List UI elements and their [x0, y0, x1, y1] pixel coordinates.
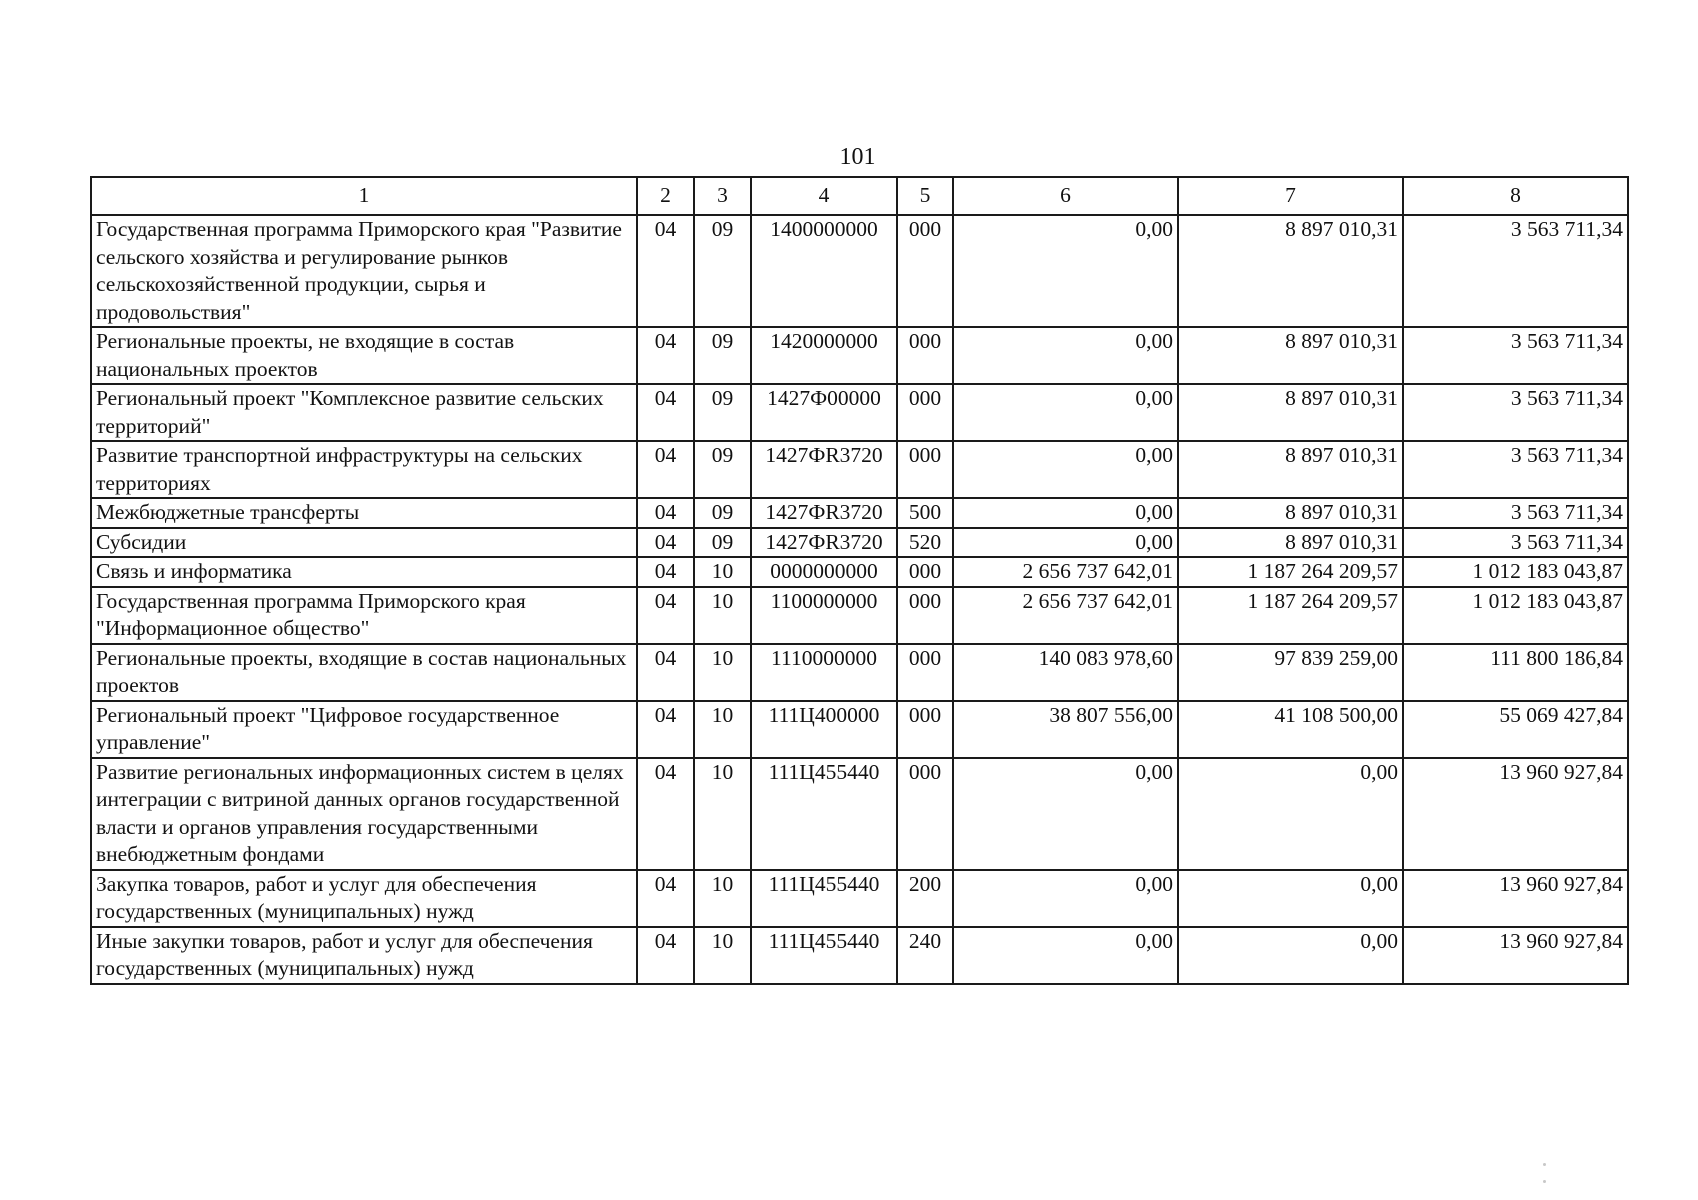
amount-col8: 1 012 183 043,87 — [1403, 557, 1628, 587]
amount-col8: 3 563 711,34 — [1403, 528, 1628, 558]
amount-col6: 0,00 — [953, 327, 1178, 384]
section-code: 04 — [637, 441, 694, 498]
target-article-code: 1400000000 — [751, 215, 897, 327]
table-row — [91, 870, 1628, 927]
section-code: 04 — [637, 870, 694, 927]
subsection-code: 10 — [694, 557, 751, 587]
section-code: 04 — [637, 384, 694, 441]
target-article-code: 111Ц400000 — [751, 701, 897, 758]
section-code: 04 — [637, 528, 694, 558]
row-name: Иные закупки товаров, работ и услуг для обеспечения государственных (муниципальных) нужд — [91, 927, 637, 984]
column-header: 1 — [91, 177, 637, 215]
amount-col7: 1 187 264 209,57 — [1178, 587, 1403, 644]
section-code: 04 — [637, 701, 694, 758]
expense-type-code: 500 — [897, 498, 953, 528]
amount-col7: 97 839 259,00 — [1178, 644, 1403, 701]
amount-col8: 111 800 186,84 — [1403, 644, 1628, 701]
amount-col7: 8 897 010,31 — [1178, 441, 1403, 498]
target-article-code: 1110000000 — [751, 644, 897, 701]
row-name: Межбюджетные трансферты — [91, 498, 637, 528]
table-row — [91, 384, 1628, 441]
scan-speck — [1543, 1163, 1546, 1166]
expense-type-code: 000 — [897, 701, 953, 758]
target-article-code: 111Ц455440 — [751, 758, 897, 870]
section-code: 04 — [637, 758, 694, 870]
scan-speck — [1543, 1180, 1546, 1183]
table-row — [91, 441, 1628, 498]
amount-col7: 0,00 — [1178, 870, 1403, 927]
column-header: 3 — [694, 177, 751, 215]
subsection-code: 10 — [694, 870, 751, 927]
amount-col8: 13 960 927,84 — [1403, 758, 1628, 870]
amount-col7: 41 108 500,00 — [1178, 701, 1403, 758]
row-name: Региональный проект "Цифровое государственное управление" — [91, 701, 637, 758]
amount-col8: 1 012 183 043,87 — [1403, 587, 1628, 644]
expense-type-code: 520 — [897, 528, 953, 558]
section-code: 04 — [637, 215, 694, 327]
row-name: Региональный проект "Комплексное развитие сельских территорий" — [91, 384, 637, 441]
table-row — [91, 557, 1628, 587]
subsection-code: 10 — [694, 701, 751, 758]
subsection-code: 10 — [694, 644, 751, 701]
column-header: 2 — [637, 177, 694, 215]
subsection-code: 10 — [694, 927, 751, 984]
expense-type-code: 000 — [897, 587, 953, 644]
table-row — [91, 498, 1628, 528]
expense-type-code: 000 — [897, 557, 953, 587]
row-name: Закупка товаров, работ и услуг для обеспечения государственных (муниципальных) нужд — [91, 870, 637, 927]
table-row — [91, 587, 1628, 644]
table-row — [91, 927, 1628, 984]
section-code: 04 — [637, 498, 694, 528]
subsection-code: 09 — [694, 441, 751, 498]
amount-col6: 0,00 — [953, 927, 1178, 984]
amount-col7: 1 187 264 209,57 — [1178, 557, 1403, 587]
amount-col7: 0,00 — [1178, 927, 1403, 984]
amount-col8: 55 069 427,84 — [1403, 701, 1628, 758]
target-article-code: 0000000000 — [751, 557, 897, 587]
amount-col8: 3 563 711,34 — [1403, 441, 1628, 498]
target-article-code: 1427ФR3720 — [751, 441, 897, 498]
subsection-code: 09 — [694, 327, 751, 384]
subsection-code: 10 — [694, 758, 751, 870]
target-article-code: 1427ФR3720 — [751, 498, 897, 528]
column-header: 5 — [897, 177, 953, 215]
amount-col8: 13 960 927,84 — [1403, 927, 1628, 984]
subsection-code: 10 — [694, 587, 751, 644]
table-row — [91, 644, 1628, 701]
column-header: 8 — [1403, 177, 1628, 215]
amount-col7: 8 897 010,31 — [1178, 498, 1403, 528]
amount-col6: 140 083 978,60 — [953, 644, 1178, 701]
amount-col6: 38 807 556,00 — [953, 701, 1178, 758]
amount-col6: 0,00 — [953, 215, 1178, 327]
table-row — [91, 528, 1628, 558]
amount-col6: 0,00 — [953, 384, 1178, 441]
amount-col6: 0,00 — [953, 870, 1178, 927]
page-number: 101 — [839, 144, 876, 170]
table-row — [91, 758, 1628, 870]
row-name: Развитие региональных информационных систем в целях интеграции с витриной данных органов государственной власти и органов управления государственными внебюджетным фондами — [91, 758, 637, 870]
header-row — [91, 177, 1628, 215]
column-header: 4 — [751, 177, 897, 215]
budget-table — [90, 176, 1629, 985]
subsection-code: 09 — [694, 498, 751, 528]
expense-type-code: 000 — [897, 441, 953, 498]
section-code: 04 — [637, 927, 694, 984]
amount-col7: 8 897 010,31 — [1178, 327, 1403, 384]
target-article-code: 1427ФR3720 — [751, 528, 897, 558]
row-name: Государственная программа Приморского края "Информационное общество" — [91, 587, 637, 644]
expense-type-code: 240 — [897, 927, 953, 984]
expense-type-code: 000 — [897, 644, 953, 701]
amount-col8: 3 563 711,34 — [1403, 384, 1628, 441]
amount-col6: 0,00 — [953, 441, 1178, 498]
column-header: 6 — [953, 177, 1178, 215]
amount-col7: 8 897 010,31 — [1178, 528, 1403, 558]
row-name: Развитие транспортной инфраструктуры на сельских территориях — [91, 441, 637, 498]
amount-col7: 0,00 — [1178, 758, 1403, 870]
section-code: 04 — [637, 644, 694, 701]
expense-type-code: 000 — [897, 758, 953, 870]
table-row — [91, 327, 1628, 384]
amount-col6: 2 656 737 642,01 — [953, 557, 1178, 587]
row-name: Региональные проекты, не входящие в состав национальных проектов — [91, 327, 637, 384]
subsection-code: 09 — [694, 384, 751, 441]
row-name: Государственная программа Приморского края "Развитие сельского хозяйства и регулирование рынков сельскохозяйственной продукции, сырья и продовольствия" — [91, 215, 637, 327]
table-body — [91, 215, 1628, 984]
column-header: 7 — [1178, 177, 1403, 215]
target-article-code: 1420000000 — [751, 327, 897, 384]
expense-type-code: 000 — [897, 215, 953, 327]
amount-col7: 8 897 010,31 — [1178, 384, 1403, 441]
expense-type-code: 000 — [897, 327, 953, 384]
expense-type-code: 200 — [897, 870, 953, 927]
section-code: 04 — [637, 557, 694, 587]
amount-col8: 3 563 711,34 — [1403, 215, 1628, 327]
amount-col6: 0,00 — [953, 758, 1178, 870]
amount-col7: 8 897 010,31 — [1178, 215, 1403, 327]
row-name: Региональные проекты, входящие в состав национальных проектов — [91, 644, 637, 701]
amount-col8: 3 563 711,34 — [1403, 327, 1628, 384]
expense-type-code: 000 — [897, 384, 953, 441]
row-name: Связь и информатика — [91, 557, 637, 587]
target-article-code: 1100000000 — [751, 587, 897, 644]
subsection-code: 09 — [694, 528, 751, 558]
target-article-code: 1427Ф00000 — [751, 384, 897, 441]
table-row — [91, 215, 1628, 327]
row-name: Субсидии — [91, 528, 637, 558]
amount-col6: 2 656 737 642,01 — [953, 587, 1178, 644]
section-code: 04 — [637, 587, 694, 644]
amount-col6: 0,00 — [953, 498, 1178, 528]
table-row — [91, 701, 1628, 758]
target-article-code: 111Ц455440 — [751, 870, 897, 927]
amount-col8: 3 563 711,34 — [1403, 498, 1628, 528]
amount-col8: 13 960 927,84 — [1403, 870, 1628, 927]
target-article-code: 111Ц455440 — [751, 927, 897, 984]
section-code: 04 — [637, 327, 694, 384]
amount-col6: 0,00 — [953, 528, 1178, 558]
subsection-code: 09 — [694, 215, 751, 327]
